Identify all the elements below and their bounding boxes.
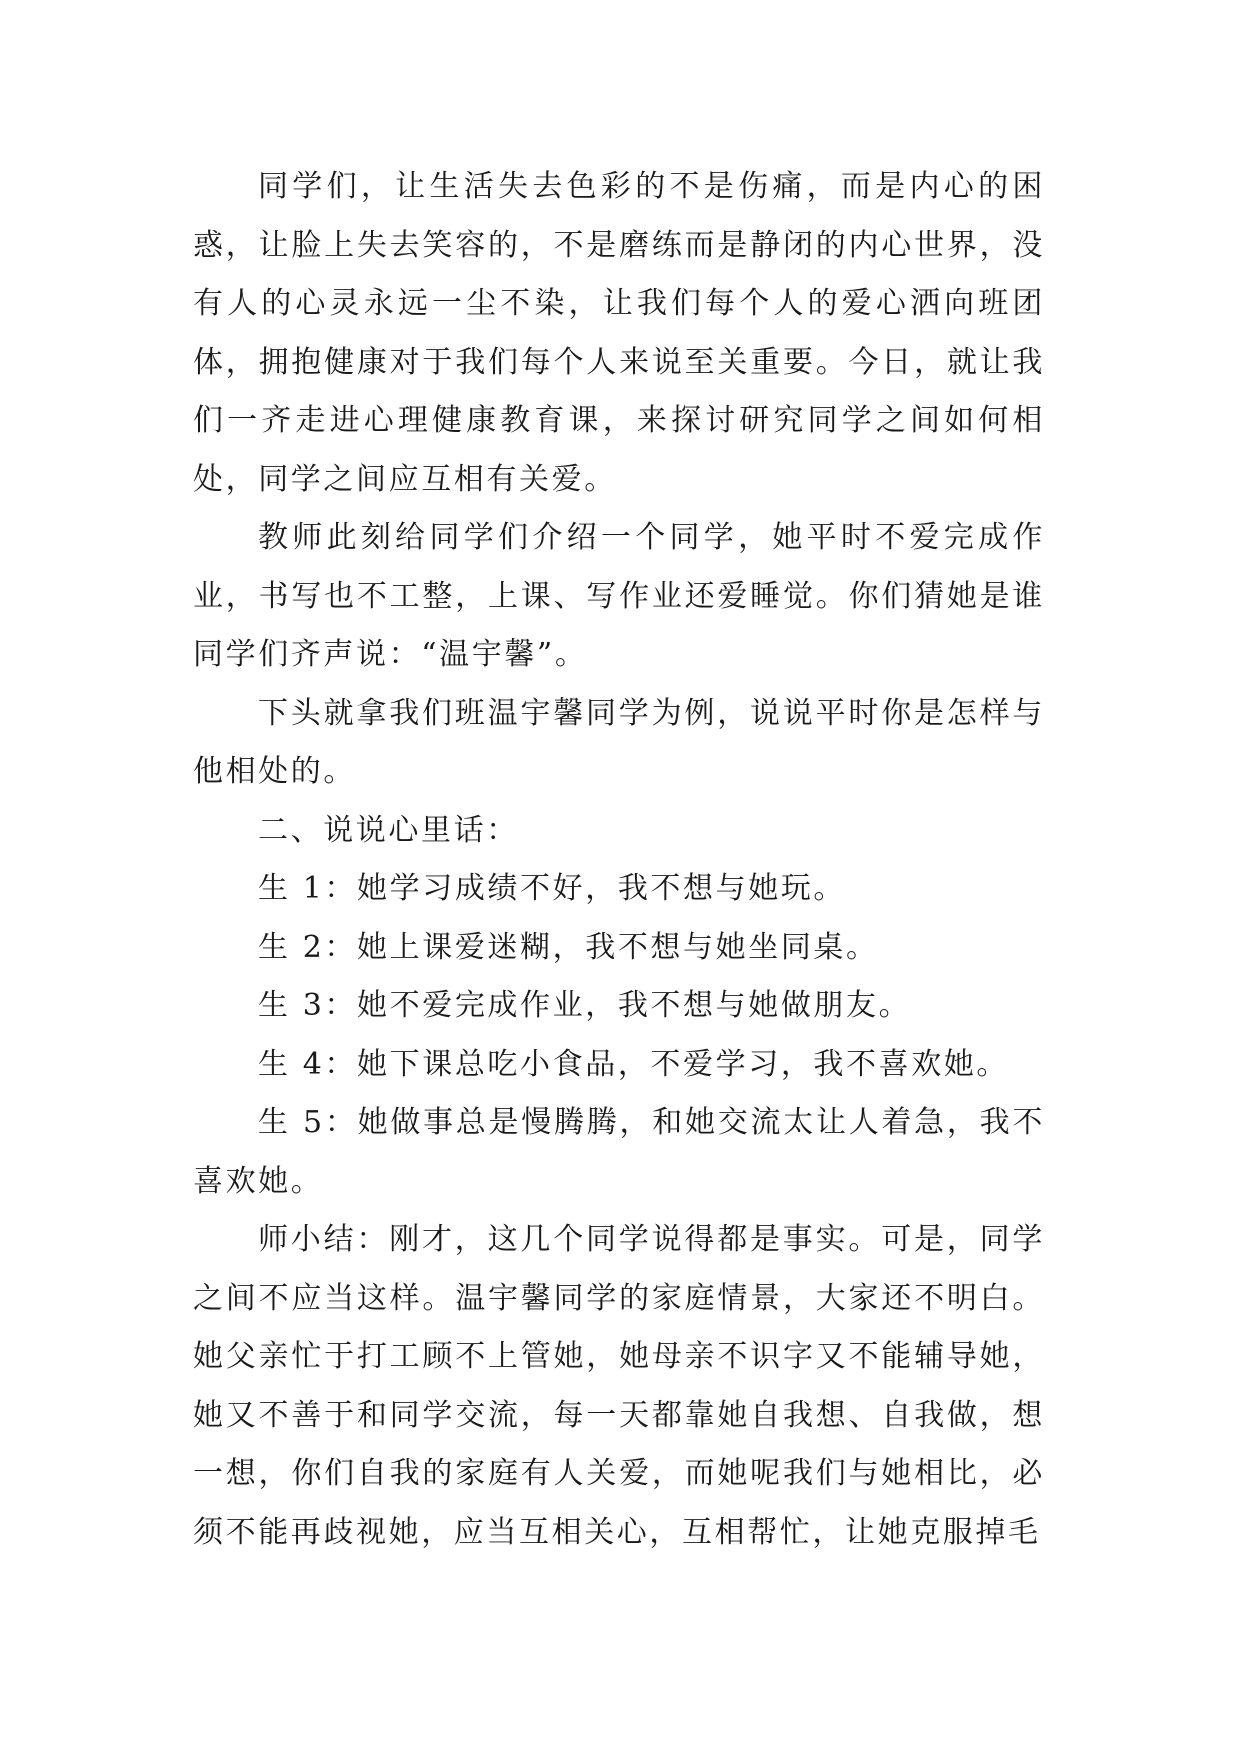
student-1-remark: 生 1：她学习成绩不好，我不想与她玩。	[258, 871, 847, 906]
paragraph-example: 下头就拿我们班温宇馨同学为例，说说平时你是怎样与他相处的。	[193, 695, 1045, 789]
student-2-remark: 生 2：她上课爱迷糊，我不想与她坐同桌。	[258, 929, 879, 965]
document-body	[193, 158, 1045, 1562]
student-5-remark: 生 5：她做事总是慢腾腾，和她交流太让人着急，我不喜欢她。	[193, 1105, 1045, 1199]
paragraph-teacher-introduction: 教师此刻给同学们介绍一个同学，她平时不爱完成作业，书写也不工整，上课、写作业还爱睡觉。你们猜她是谁同学们齐声说：“温宇馨”。	[193, 520, 1045, 672]
teacher-summary: 师小结：刚才，这几个同学说得都是事实。可是，同学之间不应当这样。温宇馨同学的家庭情景，大家还不明白。她父亲忙于打工顾不上管她，她母亲不识字又不能辅导她，她又不善于和同学交流，每一天都靠她自我想、自我做，想一想，你们自我的家庭有人关爱，而她呢我们与她相比，必须不能再歧视她，应当互相关心，互相帮忙，让她克服掉毛	[193, 1222, 1045, 1550]
student-4-remark: 生 4：她下课总吃小食品，不爱学习，我不喜欢她。	[258, 1046, 1010, 1082]
section-heading: 二、说说心里话：	[258, 812, 519, 848]
paragraph-intro: 同学们，让生活失去色彩的不是伤痛，而是内心的困惑，让脸上失去笑容的，不是磨练而是静闭的内心世界，没有人的心灵永远一尘不染，让我们每个人的爱心洒向班团体，拥抱健康对于我们每个人来说至关重要。今日，就让我们一齐走进心理健康教育课，来探讨研究同学之间如何相处，同学之间应互相有关爱。	[193, 169, 1045, 497]
student-3-remark: 生 3：她不爱完成作业，我不想与她做朋友。	[258, 988, 912, 1023]
